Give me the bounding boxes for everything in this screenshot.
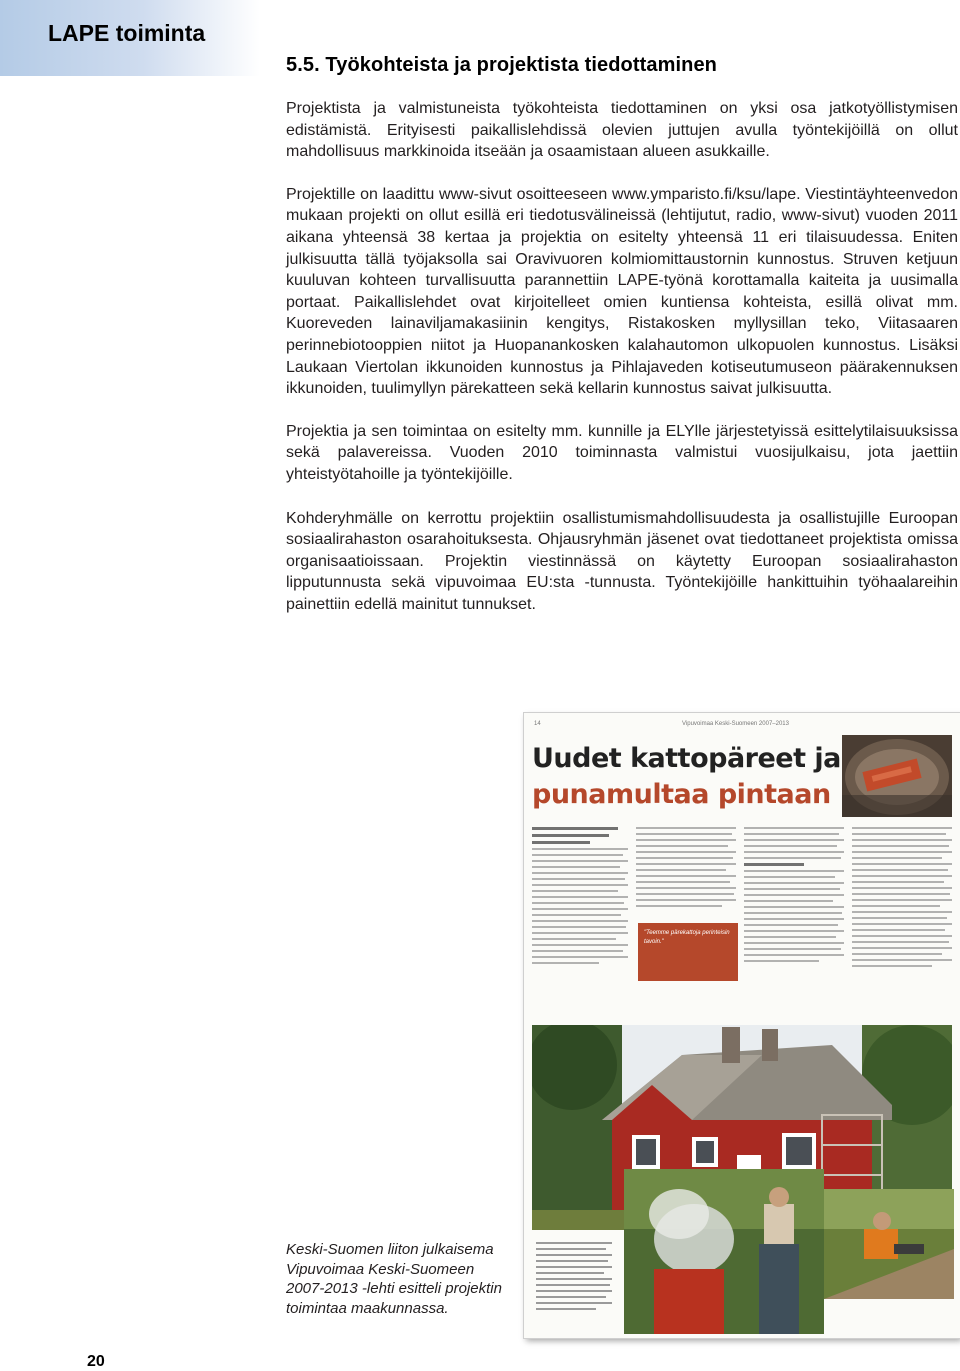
clipping-page-number: 14 — [534, 721, 541, 727]
figure-caption: Keski-Suomen liiton julkaisema Vipuvoimaa Keski-Suomeen 2007-2013 -lehti esitteli projektin toimintaa maakunnassa. — [286, 1241, 502, 1317]
article-column — [852, 827, 952, 1017]
paragraph: Projektista ja valmistuneista työkohteista tiedottaminen on yksi osa jatkotyöllistymisen edistämistä. Erityisesti paikallislehdissä olevien juttujen avulla työntekijöillä on ollut mahdollisuus markkinoida itseään ja osaamistaan alueen asukkaille. — [286, 100, 958, 161]
clipping-magazine-name: Vipuvoimaa Keski-Suomeen 2007–2013 — [682, 721, 789, 727]
paragraph: Projektille on laadittu www-sivut osoitteeseen www.ymparisto.fi/ksu/lape. Viestintäyhteenvedon mukaan projekti on ollut esillä eri tiedotusvälineissä (lehtijutut, radio, www-sivut) vuoden 2011 aikana yhteensä 38 kertaa ja projektia on esitelty yhteensä 11 eri tilaisuudessa. Eniten julkisuutta tällä työjaksolla sai Oravivuoren kolmiomittaustornin kunnostus. Struven ketjuun kuuluvan kohteen turvallisuutta parannettiin LAPE-työnä korottamalla kaiteita ja uusimalla portaat. Paikallislehdet ovat kirjoitelleet omien kuntiensa kohteista, esillä olivat mm. Kuoreveden lainaviljamakasiinin kengitys, Ristakosken myllysillan teko, Viitasaaren perinnebiotooppien niitot ja Huopanankosken kalahautomon ulkopuolen kunnostus. Lisäksi Laukaan Viertolan ikkunoiden kunnostus ja Pihlajaveden kotiseutumuseon päärakennuksen ikkunoiden, tuulimyllyn pärekatteen sekä kellarin kunnostus saivat julkisuutta. — [286, 185, 958, 398]
body-text — [286, 98, 958, 636]
clipping-headline — [532, 741, 842, 813]
tar-burning-photo — [624, 1169, 824, 1334]
clipping-headline-line1: Uudet kattopäreet ja — [532, 743, 841, 774]
article-column — [532, 827, 628, 1017]
paragraph: Projektia ja sen toimintaa on esitelty mm. kunnille ja ELYlle järjestetyissä esittelytilaisuuksissa sekä palavereissa. Vuoden 2010 toiminnasta valmistui vuosijulkaisu, jota jaettiin yhteistyötahoille ja työntekijöille. — [286, 422, 958, 483]
magazine-clipping-image — [524, 713, 960, 1338]
section-heading: 5.5. Työkohteista ja projektista tiedottaminen — [286, 54, 717, 76]
clipping-headline-line2: punamultaa pintaan — [532, 779, 831, 810]
clipping-article-columns — [532, 827, 952, 1017]
clipping-side-text — [536, 1238, 616, 1328]
shingle-photo — [842, 735, 952, 817]
clipping-topline — [532, 721, 952, 731]
running-title: LAPE toiminta — [48, 20, 206, 46]
article-column — [744, 827, 844, 1017]
page-number: 20 — [87, 1353, 105, 1370]
clipping-pull-quote: "Teemme pärekattoja perinteisin tavoin." — [638, 923, 738, 981]
roof-worker-photo — [824, 1189, 954, 1299]
paragraph: Kohderyhmälle on kerrottu projektiin osallistumismahdollisuudesta ja osallistujille Euroopan sosiaalirahaston osarahoituksesta. Ohjausryhmän jäsenet ovat tiedottaneet projektista omissa organisaatioissaan. Projektin viestinnässä on käytetty Euroopan sosiaalirahaston lipputunnusta sekä vipuvoimaa EU:sta -tunnusta. Työntekijöille hankittuihin työhaalareihin painettiin edellä mainitut tunnukset. — [286, 509, 958, 613]
article-column — [636, 827, 736, 1017]
